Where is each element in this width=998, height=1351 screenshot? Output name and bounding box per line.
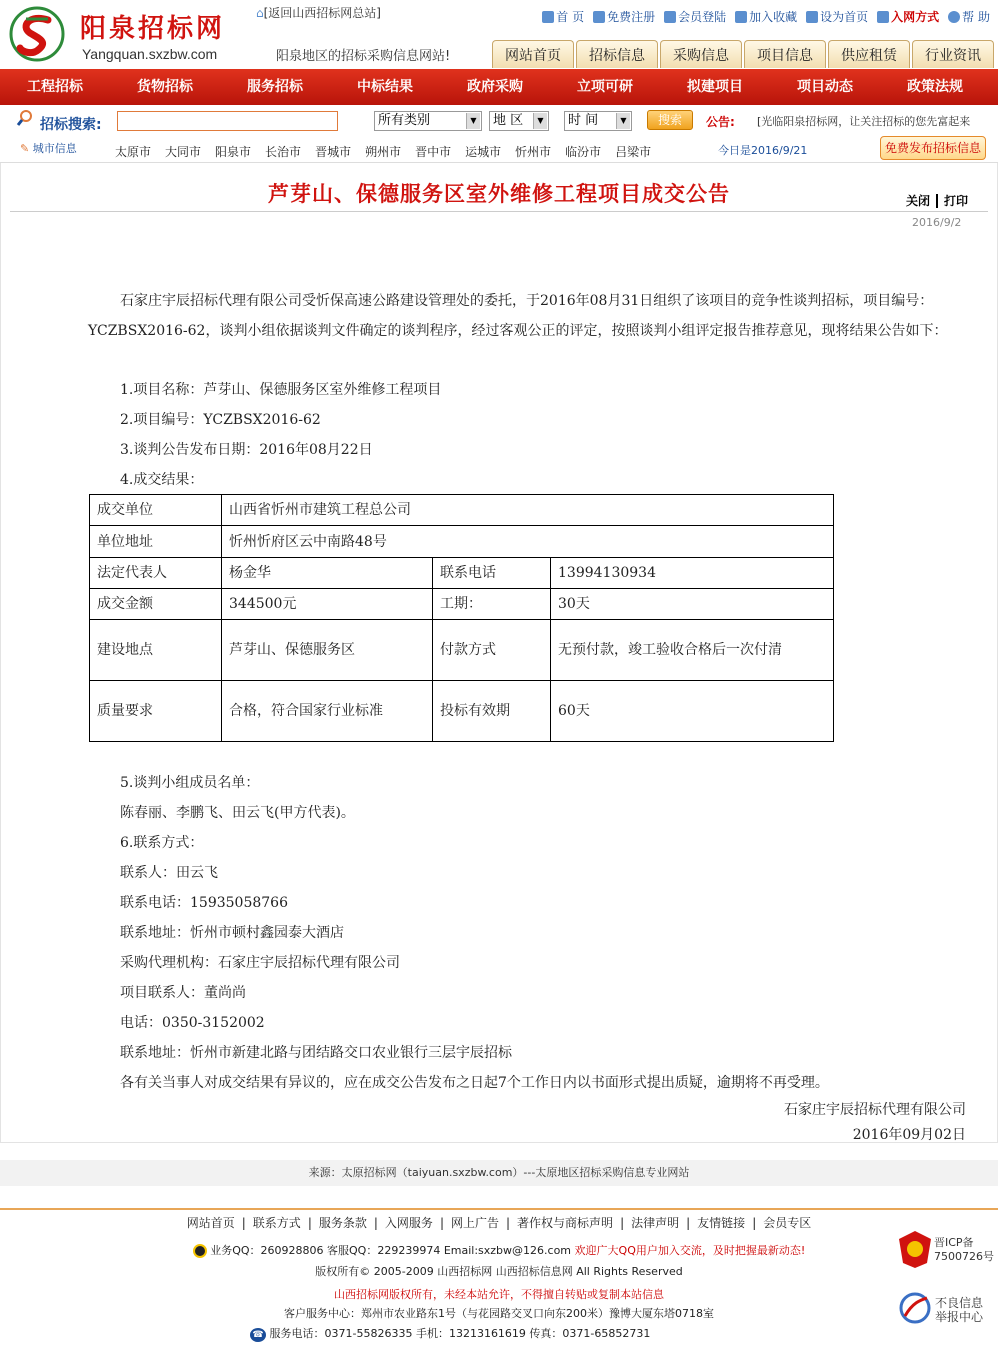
- city-link[interactable]: 阳泉市: [215, 145, 252, 159]
- site-logo-name[interactable]: 阳泉招标网: [80, 14, 226, 44]
- phone-icon: ☎: [250, 1328, 266, 1342]
- table-cell: 成交金额: [90, 589, 222, 620]
- category-select-value: 所有类别: [378, 113, 431, 128]
- footer-link[interactable]: 著作权与商标声明: [517, 1216, 614, 1230]
- item-members-heading: 5.谈判小组成员名单：: [120, 775, 260, 791]
- table-cell: 投标有效期: [433, 681, 551, 742]
- tab-project-info[interactable]: 项目信息: [744, 40, 826, 68]
- footer-link[interactable]: 会员专区: [763, 1216, 812, 1230]
- top-link-set-home[interactable]: [806, 8, 868, 25]
- top-link-login[interactable]: [664, 8, 726, 25]
- city-link[interactable]: 临汾市: [565, 145, 602, 159]
- notice-label: 公告:: [706, 115, 735, 129]
- time-select[interactable]: [564, 111, 632, 131]
- site-logo-url: Yangquan.sxzbw.com: [82, 46, 218, 62]
- top-link-label: 首 页: [556, 10, 585, 24]
- table-cell: 法定代表人: [90, 558, 222, 589]
- home-icon: ⌂: [256, 6, 264, 20]
- pin-icon: ✎: [20, 142, 30, 155]
- top-link-register[interactable]: [593, 8, 655, 25]
- table-row: [90, 495, 834, 526]
- city-link[interactable]: 吕梁市: [615, 145, 652, 159]
- table-cell: 单位地址: [90, 526, 222, 558]
- user-add-icon: [593, 11, 605, 23]
- top-link-label: 帮 助: [962, 10, 990, 24]
- agency-name: 采购代理机构：石家庄宇辰招标代理有限公司: [120, 955, 400, 971]
- qq-contacts: 业务QQ：260928806 客服QQ：229239974 Email:sxzbw@126.com: [210, 1244, 572, 1257]
- contact-phone: 联系电话：15935058766: [120, 895, 288, 911]
- bookmark-icon: [735, 11, 747, 23]
- tab-tender-info[interactable]: 招标信息: [576, 40, 658, 68]
- sign-date: 2016年09月02日: [852, 1127, 966, 1143]
- item-project-name: 1.项目名称：芦芽山、保德服务区室外维修工程项目: [120, 382, 442, 398]
- report-center-icon[interactable]: [897, 1290, 933, 1326]
- top-link-favorite[interactable]: [735, 8, 797, 25]
- table-cell: 无预付款，竣工验收合格后一次付清: [551, 620, 834, 681]
- table-cell: 建设地点: [90, 620, 222, 681]
- chevron-down-icon: ▼: [533, 113, 547, 129]
- search-button[interactable]: 搜索: [647, 110, 693, 130]
- footer-link[interactable]: 联系方式: [252, 1216, 301, 1230]
- footer-qq-line: [0, 1242, 998, 1258]
- table-cell: 付款方式: [433, 620, 551, 681]
- top-link-home[interactable]: [542, 8, 584, 25]
- result-table: [89, 494, 834, 742]
- table-cell: 工期：: [433, 589, 551, 620]
- footer-links: 网站首页 | 联系方式 | 服务条款 | 入网服务 | 网上广告 | 著作权与商标声明 | 法律声明 | 友情链接 | 会员专区: [0, 1214, 998, 1231]
- print-button[interactable]: 打印: [944, 194, 969, 208]
- tab-home[interactable]: 网站首页: [492, 40, 574, 68]
- main-nav-item[interactable]: 拟建项目: [687, 79, 743, 95]
- item-announce-date: 3.谈判公告发布日期：2016年08月22日: [120, 442, 373, 458]
- region-select[interactable]: [489, 111, 549, 131]
- report-label-1: 不良信息: [935, 1296, 984, 1310]
- back-link-label: [返回山西招标网总站]: [263, 6, 381, 20]
- icp-label: 晋ICP备: [934, 1236, 974, 1249]
- top-link-label: 入网方式: [891, 10, 940, 24]
- article-controls: [906, 192, 968, 209]
- table-cell: 合格，符合国家行业标准: [222, 681, 433, 742]
- table-row: [90, 620, 834, 681]
- divider: [0, 1208, 998, 1210]
- city-link[interactable]: 晋中市: [415, 145, 452, 159]
- project-contact: 项目联系人：董尚尚: [120, 985, 246, 1001]
- city-link[interactable]: 忻州市: [515, 145, 552, 159]
- footer-link[interactable]: 友情链接: [697, 1216, 746, 1230]
- table-cell: 联系电话: [433, 558, 551, 589]
- main-nav-item[interactable]: 立项可研: [577, 79, 633, 95]
- chevron-down-icon: ▼: [466, 113, 480, 129]
- icp-number: 7500726号: [934, 1250, 994, 1263]
- icp-text: [934, 1236, 994, 1264]
- magnifier-icon: [16, 109, 34, 127]
- footer-copyright: 版权所有© 2005-2009 山西招标网 山西招标信息网 All Rights Reserved: [315, 1265, 683, 1278]
- main-nav-item[interactable]: 项目动态: [797, 79, 853, 95]
- divider: [10, 211, 988, 212]
- footer-link[interactable]: 服务条款: [318, 1216, 367, 1230]
- footer-rights: 山西招标网版权所有，未经本站允许，不得擅自转贴或复制本站信息: [334, 1288, 664, 1301]
- top-link-help[interactable]: [948, 8, 990, 25]
- city-links: [115, 143, 651, 160]
- mail-icon: [806, 11, 818, 23]
- footer-link[interactable]: 入网服务: [384, 1216, 433, 1230]
- report-label-2: 举报中心: [935, 1310, 984, 1324]
- region-select-value: 地 区: [493, 113, 524, 128]
- table-cell: 忻州忻府区云中南路48号: [222, 526, 834, 558]
- footer-service-phone: 服务电话：0371-55826335 手机：13213161619 传真：0371-65852731: [269, 1327, 651, 1340]
- contact-person: 联系人：田云飞: [120, 865, 218, 881]
- tab-industry-news[interactable]: 行业资讯: [912, 40, 994, 68]
- notice-marquee[interactable]: [光临阳泉招标网，让关注招标的您先富起来: [757, 115, 971, 128]
- article-intro: 石家庄宇辰招标代理有限公司受忻保高速公路建设管理处的委托，于2016年08月31日组织了该项目的竞争性谈判招标，项目编号：YCZBSX2016-62，谈判小组依据谈判文件确定的谈判程序，经过客观公正的评定，按照谈判小组评定报告推荐意见，现将结果公告如下：: [88, 293, 948, 339]
- site-logo-icon[interactable]: [8, 6, 66, 62]
- table-cell: 成交单位: [90, 495, 222, 526]
- top-link-label: 设为首页: [820, 10, 869, 24]
- login-icon: [664, 11, 676, 23]
- footer-link[interactable]: 法律声明: [631, 1216, 680, 1230]
- source-bar: 来源：太原招标网（taiyuan.sxzbw.com）---太原地区招标采购信息专业网站: [0, 1160, 998, 1186]
- table-cell: 30天: [551, 589, 834, 620]
- grid-icon: [877, 11, 889, 23]
- main-nav-item[interactable]: 服务招标: [247, 79, 303, 95]
- city-link[interactable]: 大同市: [165, 145, 202, 159]
- home-icon: [542, 11, 554, 23]
- help-icon: [948, 11, 960, 23]
- table-cell: 13994130934: [551, 558, 834, 589]
- qq-invite: 欢迎广大QQ用户加入交流，及时把握最新动态!: [574, 1244, 806, 1257]
- footer-service-phone-row: [250, 1325, 650, 1342]
- table-cell: 山西省忻州市建筑工程总公司: [222, 495, 834, 526]
- top-link-join[interactable]: [877, 8, 939, 25]
- agency-phone: 电话：0350-3152002: [120, 1015, 265, 1031]
- table-row: [90, 558, 834, 589]
- table-cell: 60天: [551, 681, 834, 742]
- article-title: 芦芽山、保德服务区室外维修工程项目成交公告: [268, 181, 730, 206]
- item-result-heading: 4.成交结果：: [120, 472, 204, 488]
- main-nav-item[interactable]: 政策法规: [907, 79, 963, 95]
- tab-purchase-info[interactable]: 采购信息: [660, 40, 742, 68]
- back-to-main-site-link[interactable]: [256, 4, 381, 21]
- category-select[interactable]: [374, 111, 482, 131]
- table-row: [90, 589, 834, 620]
- search-input[interactable]: [117, 111, 338, 131]
- table-cell: 344500元: [222, 589, 433, 620]
- item-contact-heading: 6.联系方式：: [120, 835, 204, 851]
- main-nav-item[interactable]: 工程招标: [27, 79, 83, 95]
- top-links: [542, 8, 990, 25]
- city-link[interactable]: 朔州市: [365, 145, 402, 159]
- main-nav: [0, 69, 998, 105]
- report-center-text: [935, 1296, 983, 1324]
- tab-supply-lease[interactable]: 供应租赁: [828, 40, 910, 68]
- city-link[interactable]: 运城市: [465, 145, 502, 159]
- table-row: [90, 681, 834, 742]
- members-list: 陈春丽、李鹏飞、田云飞(甲方代表)。: [120, 805, 355, 821]
- header-tabs: [492, 40, 994, 68]
- chevron-down-icon: ▼: [616, 113, 630, 129]
- contact-address: 联系地址：忻州市顿村鑫园泰大酒店: [120, 925, 344, 941]
- time-select-value: 时 间: [568, 113, 599, 128]
- top-link-label: 免费注册: [607, 10, 656, 24]
- free-publish-button[interactable]: 免费发布招标信息: [880, 136, 986, 160]
- signer: 石家庄宇辰招标代理有限公司: [784, 1102, 966, 1118]
- site-tagline: 阳泉地区的招标采购信息网站!: [276, 49, 451, 64]
- table-cell: 质量要求: [90, 681, 222, 742]
- top-link-label: 加入收藏: [749, 10, 798, 24]
- qq-icon: [193, 1244, 207, 1258]
- today-date: 今日是2016/9/21: [718, 144, 808, 157]
- city-info-label: [20, 140, 77, 156]
- table-cell: 杨金华: [222, 558, 433, 589]
- icp-badge-icon[interactable]: [897, 1229, 933, 1269]
- city-link[interactable]: 太原市: [115, 145, 152, 159]
- footer-link[interactable]: 网上广告: [450, 1216, 499, 1230]
- agency-address: 联系地址：忻州市新建北路与团结路交口农业银行三层宇辰招标: [120, 1045, 512, 1061]
- main-nav-item[interactable]: 中标结果: [357, 79, 413, 95]
- main-nav-item[interactable]: 政府采购: [467, 79, 523, 95]
- search-label: 招标搜索:: [40, 117, 102, 133]
- main-nav-item[interactable]: 货物招标: [137, 79, 193, 95]
- footer-link[interactable]: 网站首页: [186, 1216, 235, 1230]
- objection-notice: 各有关当事人对成交结果有异议的，应在成交公告发布之日起7个工作日内以书面形式提出质疑，逾期将不再受理。: [120, 1075, 829, 1091]
- city-info-text: 城市信息: [32, 142, 77, 155]
- publish-date: 2016/9/2: [912, 216, 962, 229]
- footer-service-center: 客户服务中心：郑州市农业路东1号（与花园路交叉口向东200米）豫博大厦东塔0718室: [284, 1307, 714, 1320]
- city-link[interactable]: 长治市: [265, 145, 302, 159]
- city-link[interactable]: 晋城市: [315, 145, 352, 159]
- table-row: [90, 526, 834, 558]
- table-cell: 芦芽山、保德服务区: [222, 620, 433, 681]
- close-button[interactable]: 关闭: [906, 194, 931, 208]
- top-link-label: 会员登陆: [678, 10, 727, 24]
- item-project-number: 2.项目编号：YCZBSX2016-62: [120, 412, 321, 428]
